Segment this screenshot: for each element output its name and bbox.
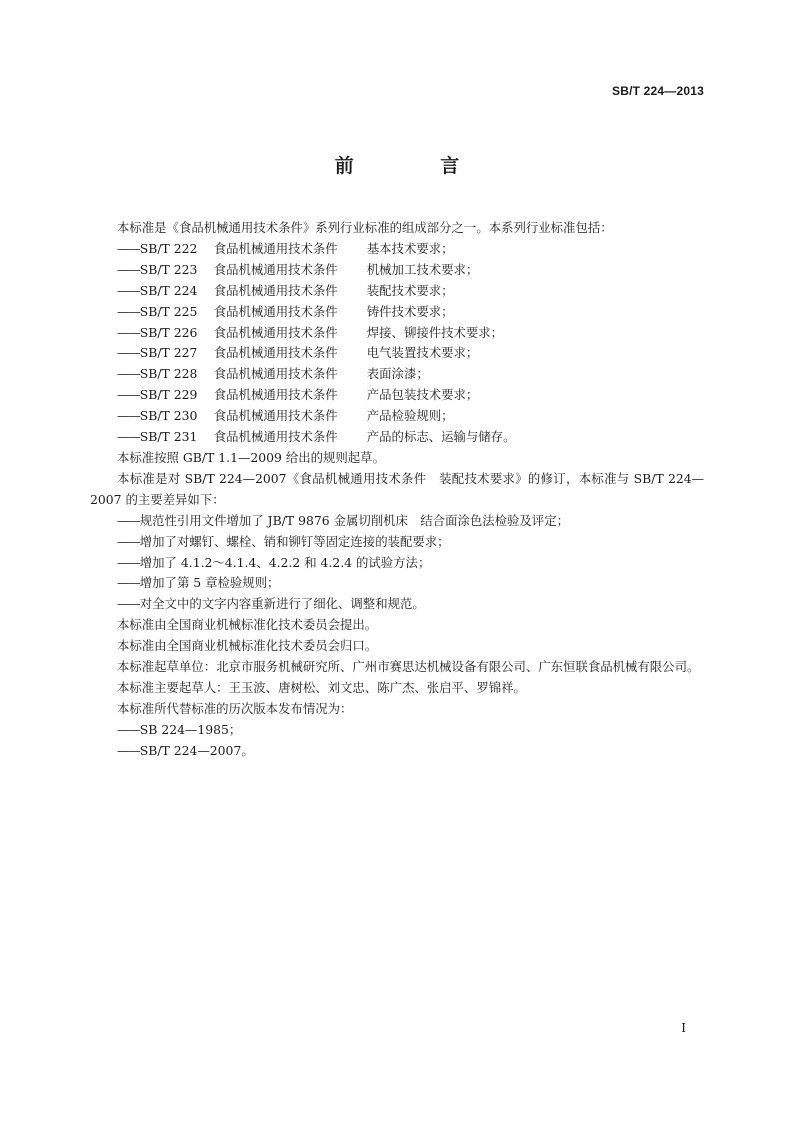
series-item bbox=[90, 260, 704, 281]
standard-code: SB/T 224 bbox=[139, 282, 198, 298]
dash-mark: —— bbox=[117, 575, 140, 591]
dash-mark: —— bbox=[117, 408, 140, 424]
dash-mark: —— bbox=[117, 345, 140, 361]
part-name: 产品的标志、运输与储存。 bbox=[366, 429, 516, 445]
change-text: 增加了第 5 章检验规则； bbox=[139, 575, 280, 591]
dash-mark: —— bbox=[117, 303, 140, 319]
intro-paragraph: 本标准是《食品机械通用技术条件》系列行业标准的组成部分之一。本系列行业标准包括： bbox=[117, 220, 613, 235]
dash-mark: —— bbox=[117, 554, 140, 570]
part-name: 铸件技术要求； bbox=[366, 303, 454, 319]
dash-mark: —— bbox=[117, 366, 140, 382]
standard-code: SB/T 231 bbox=[139, 429, 198, 445]
history-list bbox=[90, 720, 704, 762]
dash-mark: —— bbox=[117, 387, 140, 403]
part-name: 表面涂漆； bbox=[366, 366, 429, 382]
part-name: 装配技术要求； bbox=[366, 282, 454, 298]
managed-by-paragraph: 本标准由全国商业机械标准化技术委员会归口。 bbox=[117, 638, 378, 654]
dash-mark: —— bbox=[117, 429, 140, 445]
history-item bbox=[90, 741, 704, 762]
drafting-rule-paragraph: 本标准按照 GB/T 1.1—2009 给出的规则起草。 bbox=[117, 449, 385, 465]
standard-code: SB/T 222 bbox=[139, 240, 198, 256]
series-item bbox=[90, 364, 704, 385]
document-code: SB/T 224—2013 bbox=[612, 84, 704, 98]
series-item bbox=[90, 406, 704, 427]
change-item bbox=[90, 553, 704, 574]
page-title: 前 言 bbox=[334, 155, 500, 177]
dash-mark: —— bbox=[117, 282, 140, 298]
series-item bbox=[90, 281, 704, 302]
standard-code: SB/T 229 bbox=[139, 387, 198, 403]
standard-code: SB/T 225 bbox=[139, 303, 198, 319]
change-text: 规范性引用文件增加了 JB/T 9876 金属切削机床 结合面涂色法检验及评定； bbox=[139, 512, 569, 528]
page-number: I bbox=[681, 1021, 686, 1035]
dash-mark: —— bbox=[117, 721, 140, 737]
series-list bbox=[90, 239, 704, 448]
standard-code: SB/T 230 bbox=[139, 408, 198, 424]
dash-mark: —— bbox=[117, 596, 140, 612]
standard-code: SB/T 228 bbox=[139, 366, 198, 382]
series-name: 食品机械通用技术条件 bbox=[213, 282, 338, 298]
changes-list bbox=[90, 511, 704, 616]
series-name: 食品机械通用技术条件 bbox=[213, 345, 338, 361]
dash-mark: —— bbox=[117, 512, 140, 528]
series-name: 食品机械通用技术条件 bbox=[213, 324, 338, 340]
revision-statement-paragraph: 本标准是对 SB/T 224—2007《食品机械通用技术条件 装配技术要求》的修订，本标准与 SB/T 224—2007 的主要差异如下： bbox=[90, 470, 704, 507]
series-name: 食品机械通用技术条件 bbox=[213, 387, 338, 403]
series-name: 食品机械通用技术条件 bbox=[213, 261, 338, 277]
part-name: 电气装置技术要求； bbox=[366, 345, 479, 361]
history-item bbox=[90, 720, 704, 741]
history-intro-paragraph: 本标准所代替标准的历次版本发布情况为： bbox=[117, 700, 353, 716]
standard-code: SB/T 226 bbox=[139, 324, 198, 340]
part-name: 焊接、铆接件技术要求； bbox=[366, 324, 504, 340]
series-item bbox=[90, 385, 704, 406]
series-item bbox=[90, 427, 704, 448]
series-item bbox=[90, 343, 704, 364]
series-name: 食品机械通用技术条件 bbox=[213, 240, 338, 256]
change-item bbox=[90, 594, 704, 615]
drafters-paragraph: 本标准主要起草人：王玉波、唐树松、刘文忠、陈广杰、张启平、罗锦祥。 bbox=[117, 679, 526, 695]
change-text: 对全文中的文字内容重新进行了细化、调整和规范。 bbox=[139, 596, 425, 612]
dash-mark: —— bbox=[117, 533, 140, 549]
change-text: 增加了 4.1.2～4.1.4、4.2.2 和 4.2.4 的试验方法； bbox=[139, 554, 431, 570]
series-name: 食品机械通用技术条件 bbox=[213, 408, 338, 424]
drafting-units-paragraph: 本标准起草单位：北京市服务机械研究所、广州市赛思达机械设备有限公司、广东恒联食品机械有限公司。 bbox=[117, 659, 700, 675]
change-item bbox=[90, 532, 704, 553]
part-name: 产品包装技术要求； bbox=[366, 387, 479, 403]
change-item bbox=[90, 573, 704, 594]
part-name: 产品检验规则； bbox=[366, 408, 454, 424]
series-item bbox=[90, 239, 704, 260]
standard-code: SB/T 223 bbox=[139, 261, 198, 277]
history-text: SB/T 224—2007。 bbox=[139, 742, 254, 758]
series-item bbox=[90, 323, 704, 344]
foreword-body bbox=[90, 218, 704, 762]
standard-code: SB/T 227 bbox=[139, 345, 198, 361]
dash-mark: —— bbox=[117, 261, 140, 277]
series-name: 食品机械通用技术条件 bbox=[213, 366, 338, 382]
part-name: 机械加工技术要求； bbox=[366, 261, 479, 277]
dash-mark: —— bbox=[117, 324, 140, 340]
part-name: 基本技术要求； bbox=[366, 240, 454, 256]
series-name: 食品机械通用技术条件 bbox=[213, 303, 338, 319]
proposed-by-paragraph: 本标准由全国商业机械标准化技术委员会提出。 bbox=[117, 617, 378, 633]
series-item bbox=[90, 302, 704, 323]
dash-mark: —— bbox=[117, 240, 140, 256]
history-text: SB 224—1985； bbox=[139, 721, 242, 737]
dash-mark: —— bbox=[117, 742, 140, 758]
change-text: 增加了对螺钉、螺栓、销和铆钉等固定连接的装配要求； bbox=[139, 533, 450, 549]
change-item bbox=[90, 511, 704, 532]
series-name: 食品机械通用技术条件 bbox=[213, 429, 338, 445]
